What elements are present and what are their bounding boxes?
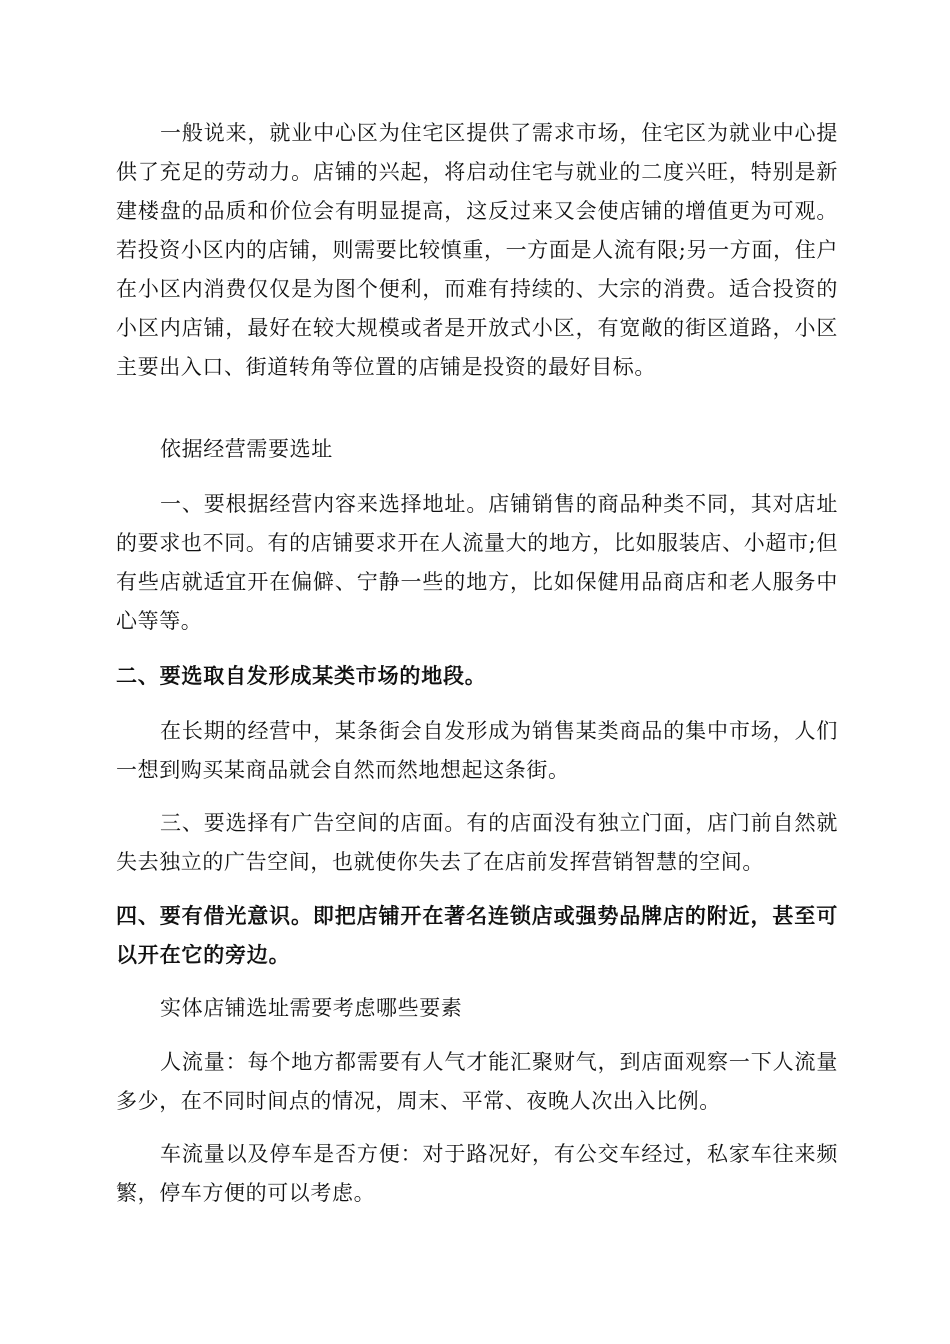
paragraph-vehicle-parking: 车流量以及停车是否方便：对于路况好，有公交车经过，私家车往来频繁，停车方便的可以考虑。 xyxy=(116,1142,838,1205)
paragraph-foot-traffic: 人流量：每个地方都需要有人气才能汇聚财气，到店面观察一下人流量多少，在不同时间点的情况，周末、平常、夜晚人次出入比例。 xyxy=(116,1050,838,1113)
paragraph-point-four: 四、要有借光意识。即把店铺开在著名连锁店或强势品牌店的附近，甚至可以开在它的旁边。 xyxy=(116,903,838,967)
paragraph-point-two-heading: 二、要选取自发形成某类市场的地段。 xyxy=(116,663,487,688)
paragraph-point-three: 三、要选择有广告空间的店面。有的店面没有独立门面，店门前自然就失去独立的广告空间，也就使你失去了在店前发挥营销智慧的空间。 xyxy=(116,811,838,874)
section-title-operation-site: 依据经营需要选址 xyxy=(160,437,333,461)
paragraph-residential-employment: 一般说来，就业中心区为住宅区提供了需求市场，住宅区为就业中心提供了充足的劳动力。店铺的兴起，将启动住宅与就业的二度兴旺，特别是新建楼盘的品质和价位会有明显提高，这反过来又会使店铺的增值更为可观。若投资小区内的店铺，则需要比较慎重，一方面是人流有限;另一方面，住户在小区内消费仅仅是为图个便利，而难有持续的、大宗的消费。适合投资的小区内店铺，最好在较大规模或者是开放式小区，有宽敞的街区道路，小区主要出入口、街道转角等位置的店铺是投资的最好目标。 xyxy=(116,121,838,379)
paragraph-point-two-detail: 在长期的经营中，某条街会自发形成为销售某类商品的集中市场，人们一想到购买某商品就会自然而然地想起这条街。 xyxy=(116,719,838,782)
paragraph-point-one: 一、要根据经营内容来选择地址。店铺销售的商品种类不同，其对店址的要求也不同。有的店铺要求开在人流量大的地方，比如服装店、小超市;但有些店就适宜开在偏僻、宁静一些的地方，比如保健用品商店和老人服务中心等等。 xyxy=(116,492,838,633)
section-title-location-factors: 实体店铺选址需要考虑哪些要素 xyxy=(160,996,463,1020)
